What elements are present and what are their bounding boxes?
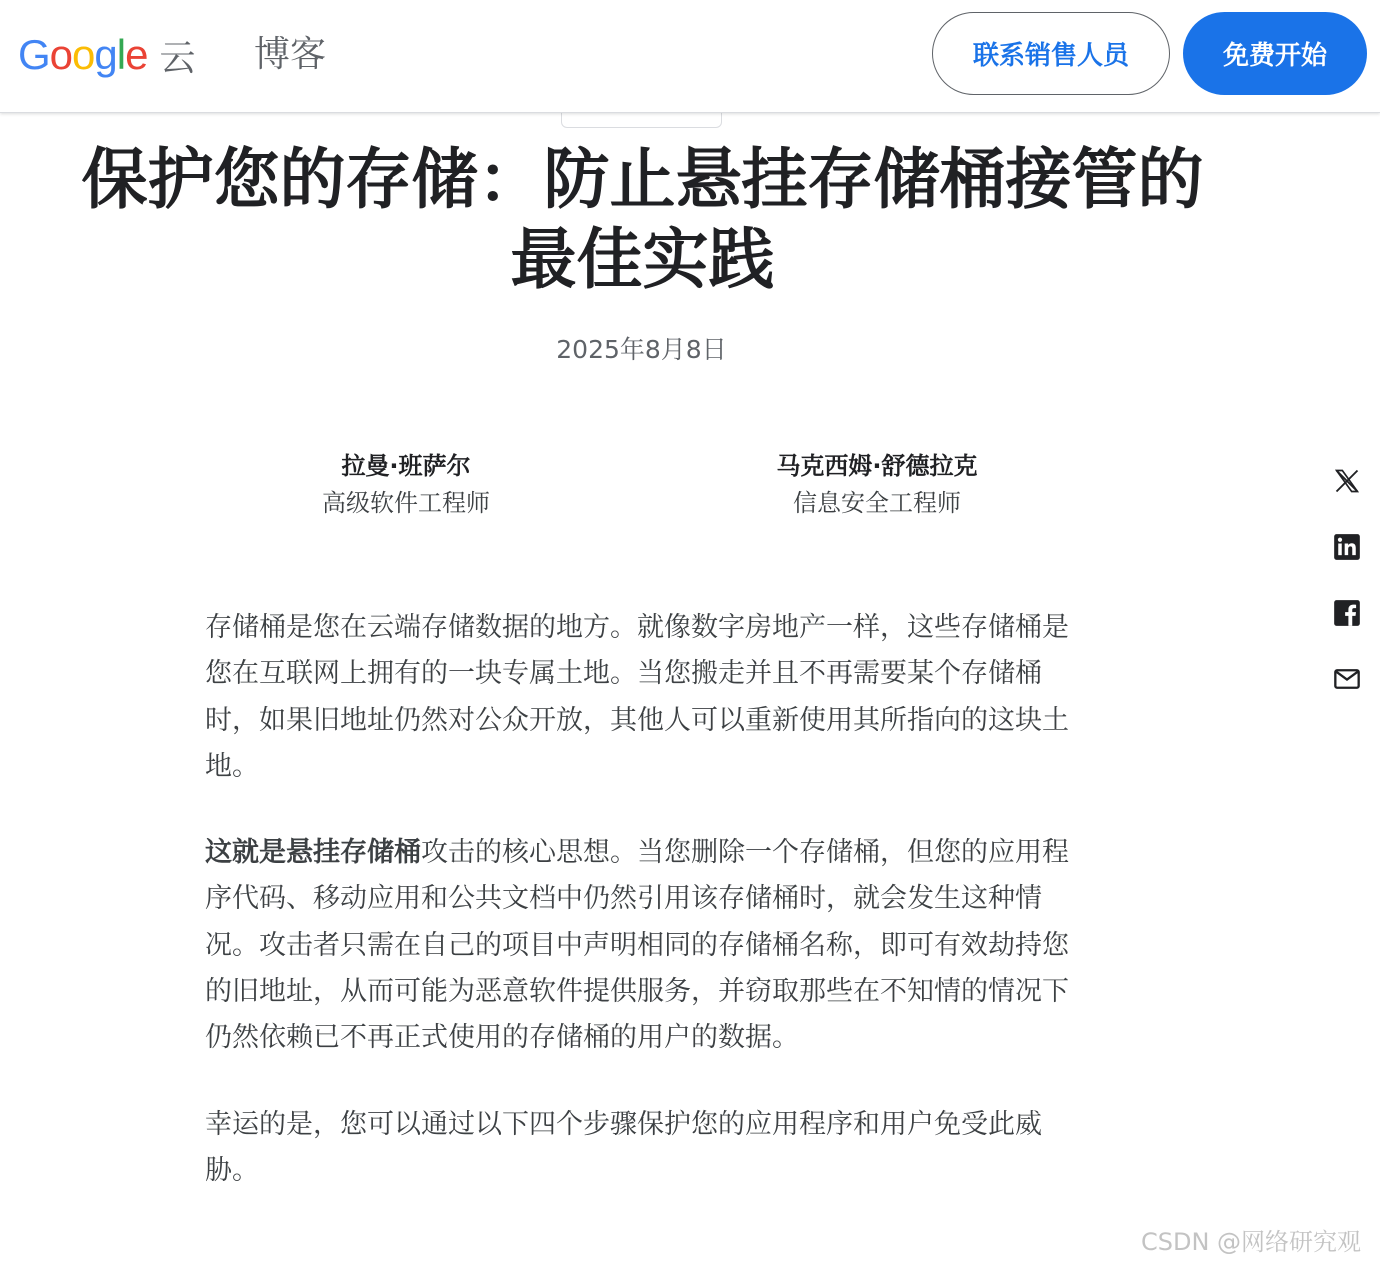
contact-sales-button[interactable]: 联系销售人员 bbox=[932, 12, 1170, 95]
article-body bbox=[205, 605, 1075, 1234]
paragraph: 幸运的是，您可以通过以下四个步骤保护您的应用程序和用户免受此威胁。 bbox=[205, 1108, 1042, 1186]
publish-date: 2025年8月8日 bbox=[556, 335, 727, 364]
logo-letter: l bbox=[116, 31, 126, 78]
facebook-icon bbox=[1333, 599, 1361, 627]
logo-cloud-text: 云 bbox=[159, 37, 196, 79]
logo-letter: e bbox=[125, 31, 148, 78]
share-email-icon[interactable] bbox=[1327, 659, 1367, 699]
logo-letter: o bbox=[49, 31, 73, 78]
paragraph-text: 攻击的核心思想。当您删除一个存储桶，但您的应用程序代码、移动应用和公共文档中仍然引用该存储桶时，就会发生这种情况。攻击者只需在自己的项目中声明相同的存储桶名称，即可有效劫持您的旧地址，从而可能为恶意软件提供服务，并窃取那些在不知情的情况下仍然依赖已不再正式使用的存储桶的用户的数据。 bbox=[205, 837, 1069, 1054]
email-icon bbox=[1333, 665, 1361, 693]
get-started-button[interactable]: 免费开始 bbox=[1183, 12, 1367, 95]
linkedin-icon bbox=[1333, 533, 1361, 561]
watermark: CSDN @网络研究观 bbox=[1141, 1228, 1362, 1256]
article-title: 保护您的存储：防止悬挂存储桶接管的最佳实践 bbox=[81, 141, 1204, 298]
nav-blog-link[interactable]: 博客 bbox=[254, 34, 327, 75]
logo-letter: G bbox=[18, 31, 50, 78]
bold-phrase: 这就是悬挂存储桶 bbox=[205, 837, 421, 869]
author-role: 信息安全工程师 bbox=[793, 489, 961, 517]
x-icon bbox=[1333, 467, 1361, 495]
author-role: 高级软件工程师 bbox=[322, 489, 490, 517]
site-header bbox=[0, 0, 1380, 113]
logo-letter: o bbox=[72, 31, 95, 78]
logo-letter: g bbox=[94, 31, 117, 78]
paragraph bbox=[205, 830, 1075, 1061]
author-card bbox=[256, 449, 556, 523]
share-x-icon[interactable] bbox=[1327, 461, 1367, 501]
paragraph: 存储桶是您在云端存储数据的地方。就像数字房地产一样，这些存储桶是您在互联网上拥有的一块专属土地。当您搬走并且不再需要某个存储桶时，如果旧地址仍然对公众开放，其他人可以重新使用其所指向的这块土地。 bbox=[205, 612, 1069, 782]
author-card bbox=[727, 449, 1027, 523]
share-facebook-icon[interactable] bbox=[1327, 593, 1367, 633]
author-name: 马克西姆·舒德拉克 bbox=[776, 452, 978, 480]
author-name: 拉曼·班萨尔 bbox=[341, 452, 471, 480]
google-cloud-logo[interactable] bbox=[18, 30, 195, 80]
share-linkedin-icon[interactable] bbox=[1327, 527, 1367, 567]
